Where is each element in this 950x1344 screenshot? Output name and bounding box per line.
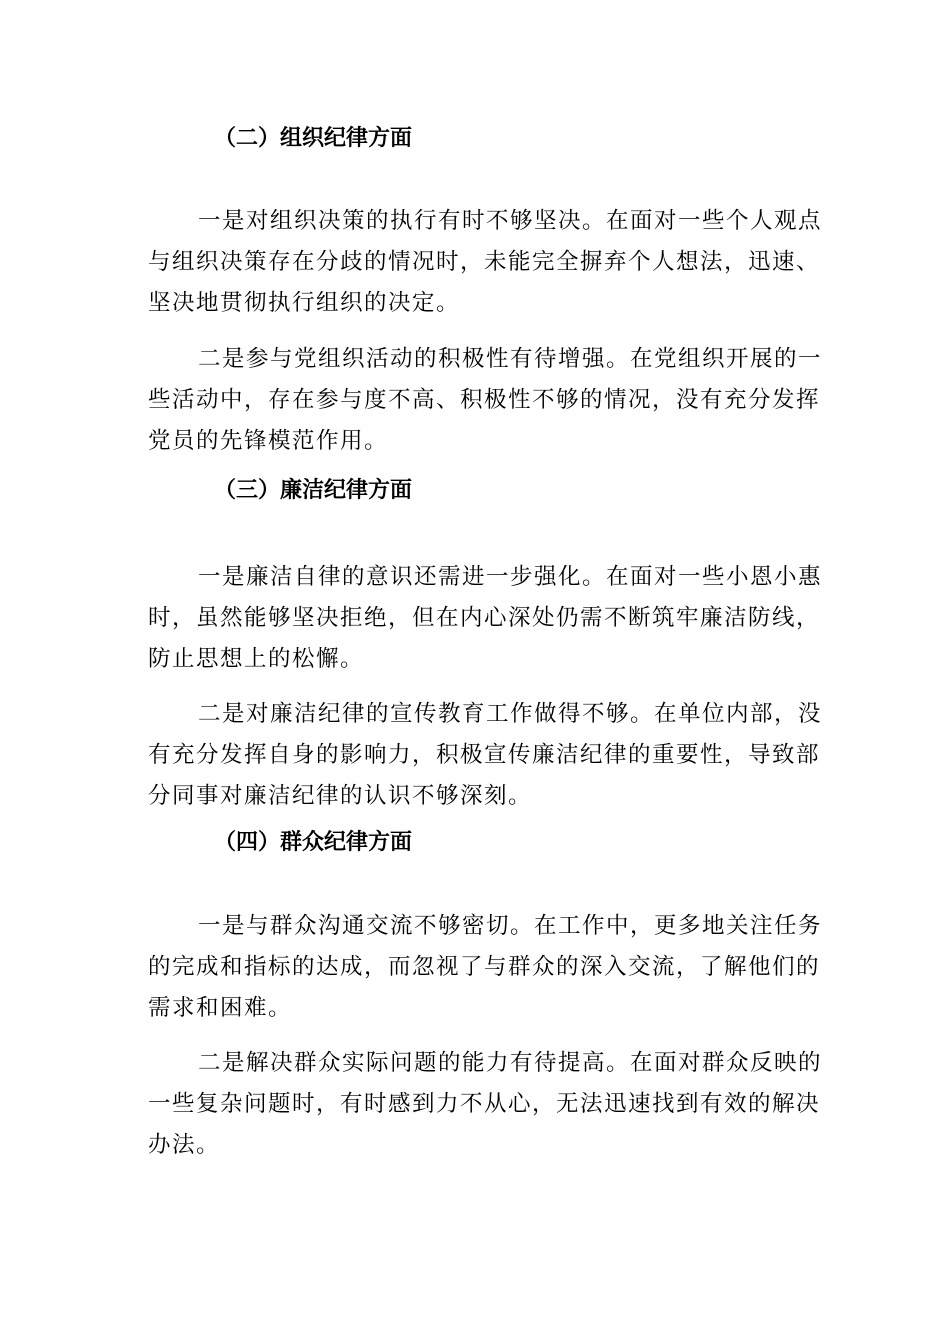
section-heading-integrity: （三）廉洁纪律方面 bbox=[214, 478, 413, 503]
section-heading-organization: （二）组织纪律方面 bbox=[214, 126, 413, 151]
paragraph-integrity-1: 一是廉洁自律的意识还需进一步强化。在面对一些小恩小惠时，虽然能够坚决拒绝，但在内心深处仍需不断筑牢廉洁防线，防止思想上的松懈。 bbox=[148, 564, 823, 672]
paragraph-organization-1: 一是对组织决策的执行有时不够坚决。在面对一些个人观点与组织决策存在分歧的情况时，未能完全摒弃个人想法，迅速、坚决地贯彻执行组织的决定。 bbox=[148, 208, 823, 316]
section-heading-masses: （四）群众纪律方面 bbox=[214, 830, 413, 855]
paragraph-masses-1: 一是与群众沟通交流不够密切。在工作中，更多地关注任务的完成和指标的达成，而忽视了与群众的深入交流，了解他们的需求和困难。 bbox=[148, 913, 823, 1021]
paragraph-masses-2: 二是解决群众实际问题的能力有待提高。在面对群众反映的一些复杂问题时，有时感到力不从心，无法迅速找到有效的解决办法。 bbox=[148, 1050, 823, 1158]
paragraph-organization-2: 二是参与党组织活动的积极性有待增强。在党组织开展的一些活动中，存在参与度不高、积极性不够的情况，没有充分发挥党员的先锋模范作用。 bbox=[148, 346, 823, 454]
paragraph-integrity-2: 二是对廉洁纪律的宣传教育工作做得不够。在单位内部，没有充分发挥自身的影响力，积极宣传廉洁纪律的重要性，导致部分同事对廉洁纪律的认识不够深刻。 bbox=[148, 701, 823, 809]
